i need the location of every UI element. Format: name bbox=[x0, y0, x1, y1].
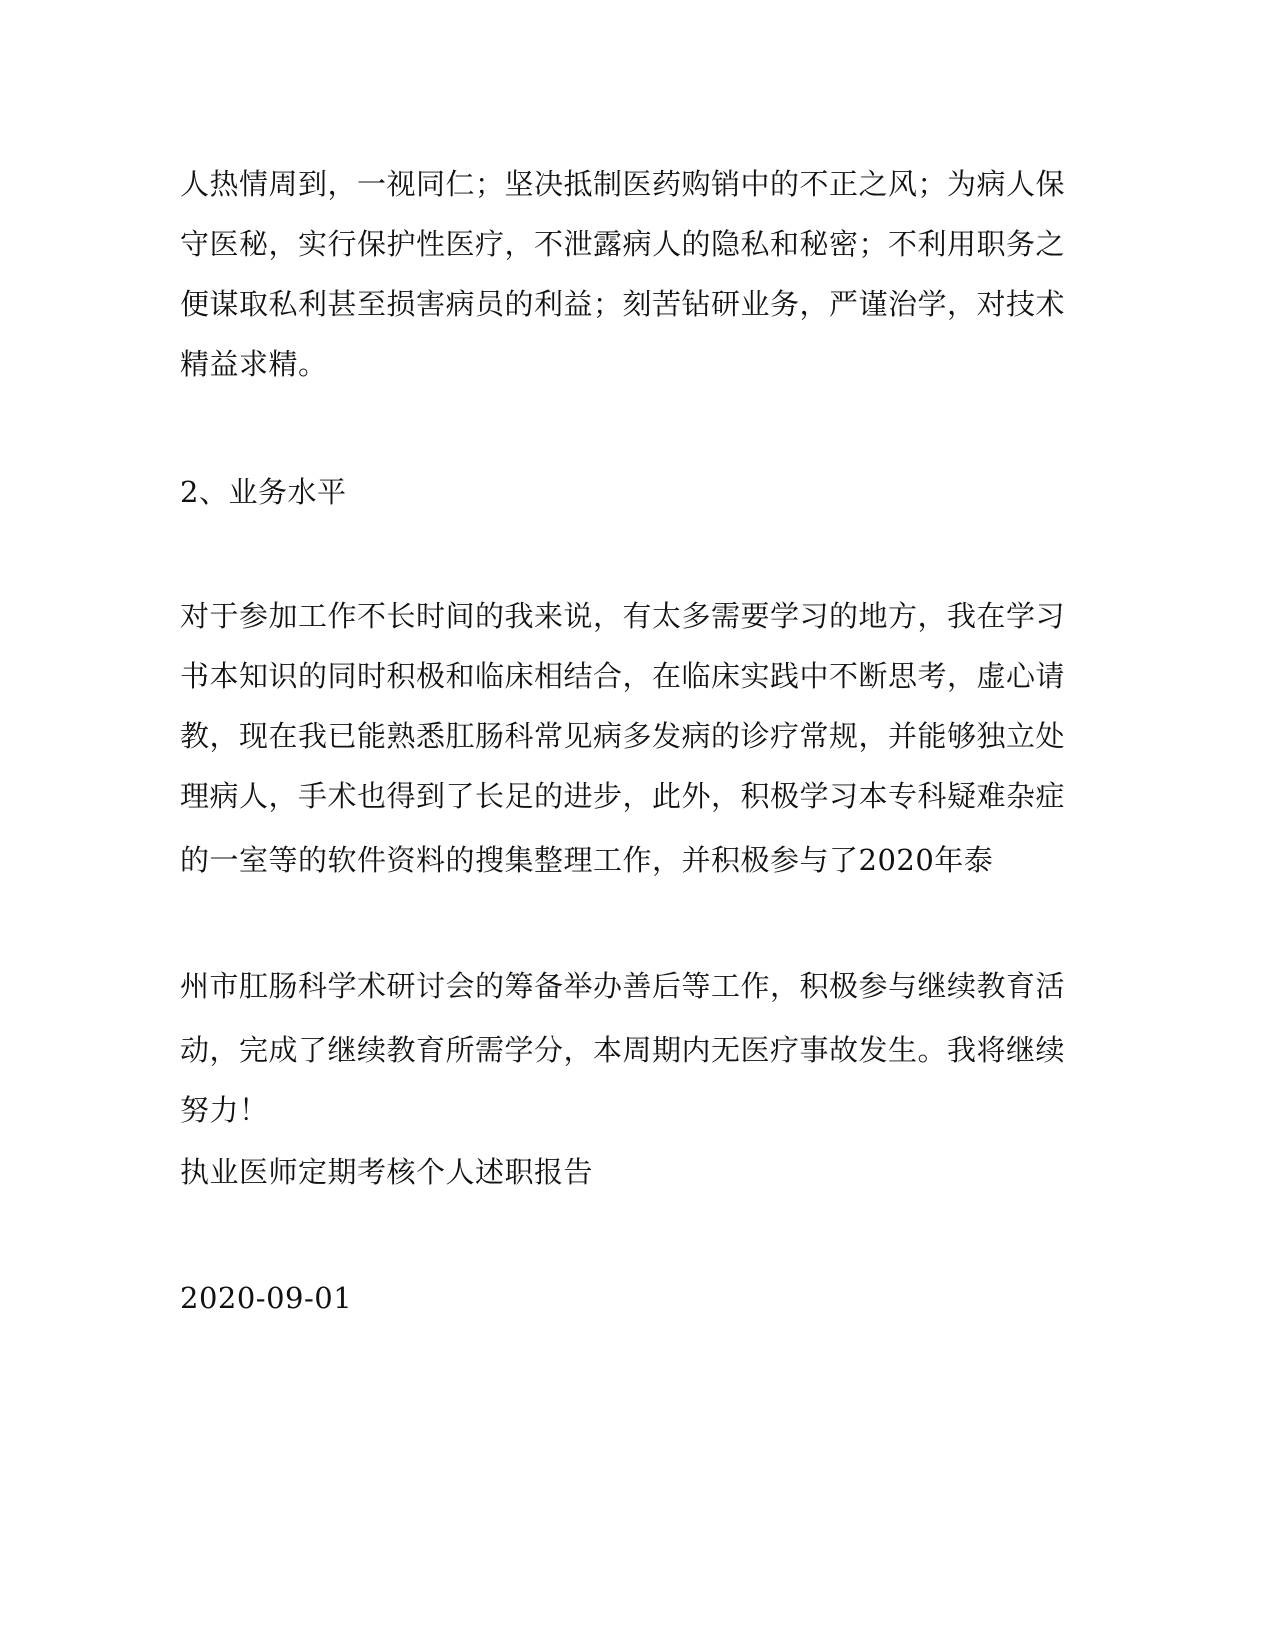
paragraph-line: 便谋取私利甚至损害病员的利益；刻苦钻研业务，严谨治学，对技术 bbox=[180, 287, 1066, 321]
paragraph-line: 努力！ bbox=[180, 1093, 269, 1127]
paragraph-line: 动，完成了继续教育所需学分，本周期内无医疗事故发生。我将继续 bbox=[180, 1033, 1066, 1067]
paragraph-line: 书本知识的同时积极和临床相结合，在临床实践中不断思考，虚心请 bbox=[180, 659, 1066, 693]
paragraph-line: 州市肛肠科学术研讨会的筹备举办善后等工作，积极参与继续教育活 bbox=[180, 969, 1066, 1003]
paragraph-line: 精益求精。 bbox=[180, 347, 328, 381]
paragraph-line: 理病人，手术也得到了长足的进步，此外，积极学习本专科疑难杂症 bbox=[180, 779, 1066, 813]
paragraph-line: 人热情周到，一视同仁；坚决抵制医药购销中的不正之风；为病人保 bbox=[180, 167, 1066, 201]
report-title: 执业医师定期考核个人述职报告 bbox=[180, 1155, 594, 1189]
paragraph-line: 对于参加工作不长时间的我来说，有太多需要学习的地方，我在学习 bbox=[180, 599, 1066, 633]
paragraph-line: 教，现在我已能熟悉肛肠科常见病多发病的诊疗常规，并能够独立处 bbox=[180, 719, 1066, 753]
paragraph-line: 守医秘，实行保护性医疗，不泄露病人的隐私和秘密；不利用职务之 bbox=[180, 227, 1066, 261]
report-date: 2020-09-01 bbox=[180, 1281, 353, 1315]
section-heading: 2、业务水平 bbox=[180, 475, 347, 509]
paragraph-line: 的一室等的软件资料的搜集整理工作，并积极参与了2020年泰 bbox=[180, 843, 994, 877]
